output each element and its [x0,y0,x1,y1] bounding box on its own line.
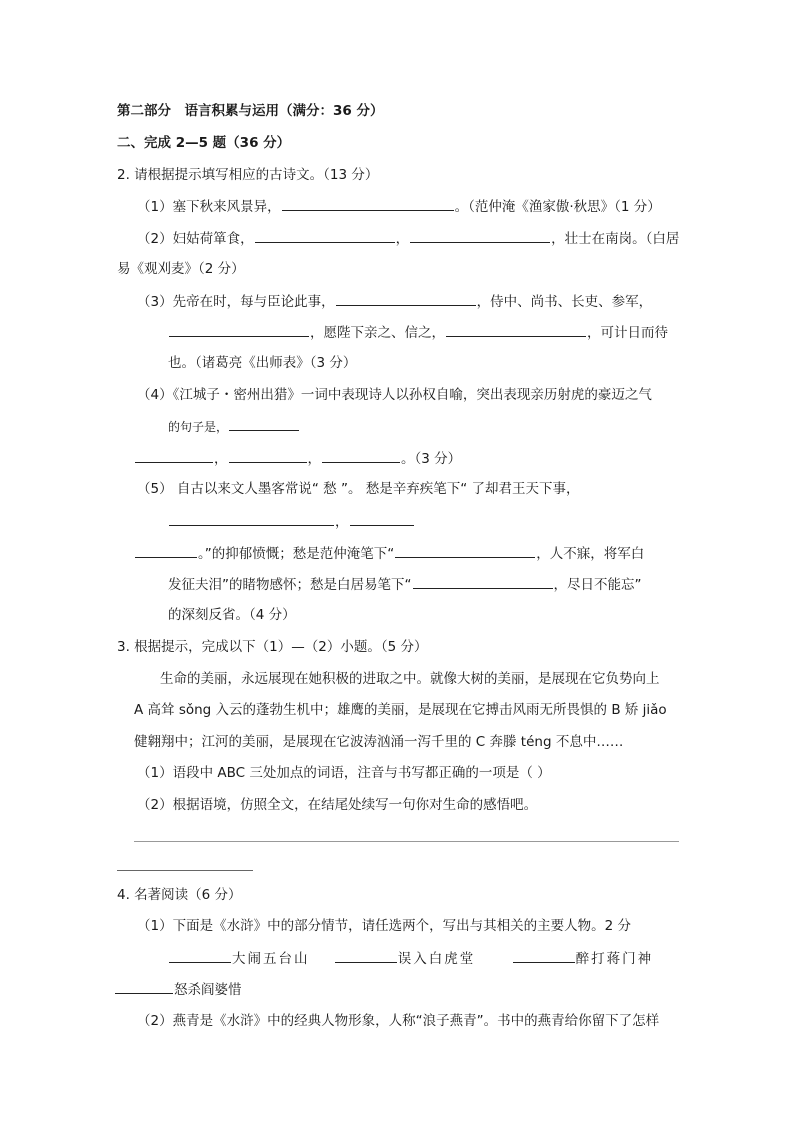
question-4-stem: 4. 名著阅读（6 分） [117,887,242,903]
q2-item-3-line-3: 也。（诸葛亮《出师表》（3 分） [168,355,357,371]
q3-sub-2: （2）根据语境，仿照全文，在结尾处续写一句你对生命的感悟吧。 [137,797,538,813]
q2-item-2-prefix: （2）妇姑荷箪食， [137,231,254,247]
q2-item-4-line-2 [168,416,300,437]
q2-item-5-line-2 [168,511,415,532]
q2-item-4-lead: 的句子是， [168,420,229,434]
q2-item-3-line-2 [168,322,668,343]
q2-item-5-text-c: 发征夫泪”的睹物感怀；愁是白居易笔下“ [168,577,412,593]
answer-blank[interactable] [169,511,334,526]
answer-blank[interactable] [513,948,575,963]
q2-item-4: （4）《江城子・密州出猎》一词中表现诗人以孙权自喻，突出表现亲历射虎的豪迈之气 [137,387,652,403]
q2-item-5-text-d: ，尽日不能忘” [553,577,642,593]
q2-item-5-line-3 [134,543,644,564]
q2-item-5-text-a: 。”的抑郁愤慨；愁是范仲淹笔下“ [198,546,395,562]
q2-item-3-end: ，可计日而待 [587,325,668,341]
q2-item-3-prefix: （3）先帝在时，每与臣论此事， [137,294,335,310]
answer-blank[interactable] [229,416,299,431]
q2-item-2-suffix: ，壮士在南岗。（白居 [551,231,680,247]
answer-blank[interactable] [229,448,307,463]
answer-line[interactable] [134,841,679,842]
q2-item-5-line-5: 的深刻反省。（4 分） [168,607,296,623]
answer-blank[interactable] [169,948,231,963]
answer-blank[interactable] [335,948,397,963]
answer-blank[interactable] [115,979,173,994]
answer-blank[interactable] [322,448,400,463]
answer-blank[interactable] [446,322,586,337]
episode-1: 大闹五台山 [232,951,310,967]
part-title: 第二部分 语言积累与运用（满分：36 分） [117,103,384,119]
q4-sub-2: （2）燕青是《水浒》中的经典人物形象，人称“浪子燕青”。书中的燕青给你留下了怎样 [137,1013,660,1029]
q2-item-2-mid: ， [395,231,410,247]
q2-item-1-prefix: （1）塞下秋来风景异， [137,199,281,215]
answer-blank[interactable] [413,574,553,589]
answer-blank[interactable] [169,322,309,337]
q2-item-5: （5） 自古以来文人墨客常说“ 愁 ”。 愁是辛弃疾笔下“ 了却君王天下事， [137,481,580,497]
footnote-divider [117,870,253,871]
q2-item-4-line-3 [134,448,461,469]
comma: ， [335,514,349,530]
answer-blank[interactable] [350,511,414,526]
answer-blank[interactable] [255,228,395,243]
answer-blank[interactable] [135,543,197,558]
q2-item-5-text-b: ，人不寐，将军白 [536,546,645,562]
q2-item-2 [137,228,679,249]
q2-item-5-line-4 [168,574,642,595]
q4-episodes-row [168,948,653,969]
q2-item-2-continued: 易《观刈麦》（2 分） [117,261,245,277]
q2-item-4-suffix: 。（3 分） [401,451,462,467]
answer-blank[interactable] [282,196,454,211]
q3-sub-1: （1）语段中 ABC 三处加点的词语，注音与书写都正确的一项是（ ） [137,765,551,781]
q3-passage-line-3: 健翱翔中；江河的美丽，是展现在它波涛汹涌一泻千里的 C 奔滕 téng 不息中…… [134,734,624,750]
question-3-stem: 3. 根据提示，完成以下（1）—（2）小题。（5 分） [117,639,428,655]
q4-episodes-row-2 [114,979,242,1000]
episode-2: 误入白虎堂 [397,951,476,967]
q3-passage-line-2: A 高耸 sǒng 入云的蓬勃生机中；雄鹰的美丽，是展现在它搏击风雨无所畏惧的 B 矫 jiǎo [134,702,667,718]
episode-4: 怒杀阎婆惜 [174,982,242,998]
comma: ， [214,451,228,467]
q2-item-1-suffix: 。（范仲淹《渔家傲·秋思》（1 分） [454,199,661,215]
answer-blank[interactable] [135,448,213,463]
answer-blank[interactable] [336,291,476,306]
answer-blank[interactable] [395,543,535,558]
episode-3: 醉打蒋门神 [575,951,654,967]
q2-item-3 [137,291,652,312]
q3-passage-line-1: 生命的美丽，永远展现在她积极的进取之中。就像大树的美丽，是展现在它负势向上 [160,671,660,687]
question-2-stem: 2. 请根据提示填写相应的古诗文。（13 分） [117,167,379,183]
q4-sub-1: （1）下面是《水浒》中的部分情节，请任选两个，写出与其相关的主要人物。2 分 [137,918,631,934]
q2-item-3-suffix: ，侍中、尚书、长吏、参军， [476,294,653,310]
q2-item-3-mid: ，愿陛下亲之、信之， [310,325,445,341]
comma: ， [307,451,321,467]
section-title: 二、完成 2—5 题（36 分） [117,135,291,151]
q2-item-1 [137,196,661,217]
answer-blank[interactable] [410,228,550,243]
